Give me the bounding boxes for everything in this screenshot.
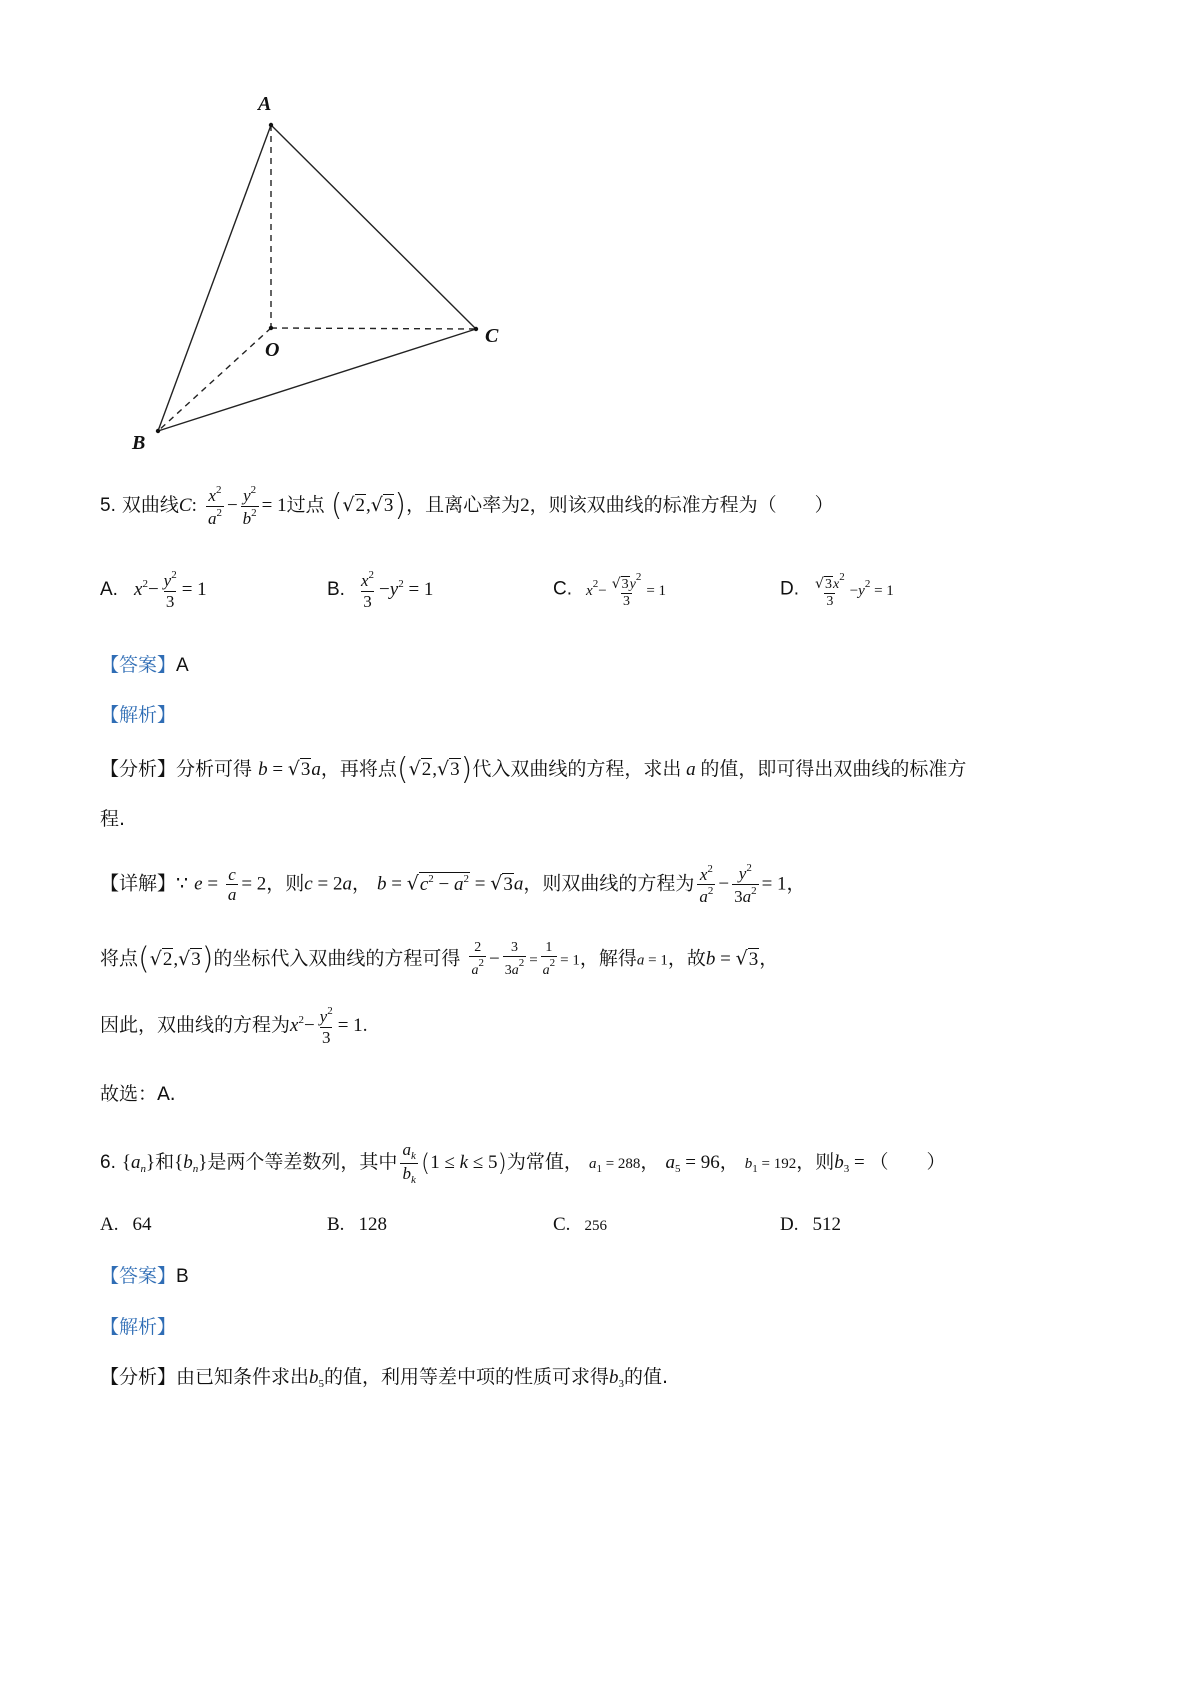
line3-text-b: . bbox=[362, 1015, 368, 1037]
q5-detail-line3: 因此，双曲线的方程为$x^2-$ $\frac{y^2}{3}$ = 1. bbox=[100, 1005, 368, 1047]
q5-analysis-tag bbox=[100, 706, 176, 725]
vertex-c bbox=[474, 327, 478, 331]
q5-fenxi-cont: 程. bbox=[100, 808, 126, 830]
answer-tag: 【答案】 bbox=[100, 1265, 177, 1287]
q6-answer bbox=[100, 1267, 189, 1286]
vertex-a bbox=[269, 123, 273, 127]
edge-ac bbox=[271, 125, 476, 329]
q5-option-a: A. $x^2-$ $\frac{y^2}{3}$ = 1 bbox=[100, 569, 207, 611]
analysis-tag: 【解析】 bbox=[100, 704, 177, 726]
q5-detail-line1: 【详解】∵ e = $\frac{c}{a}$ = 2，则c = 2a， $b = √c^2 - a^2 = √3a$，则双曲线的方程为 $\frac{x^2}{a^2}$ − $\frac{y^2}{3a^2}$ = 1， bbox=[100, 862, 806, 907]
option-letter: C. bbox=[553, 1214, 571, 1235]
detail-text-c: ， bbox=[351, 872, 371, 895]
q6-stem: 6. $\{a_n\}$和$\{b_n\}$是两个等差数列，其中 $\frac{a_k}{b_k}$ (1 ≤ k ≤ 5)为常值， $a_1 = 288$， $a_5 = 96$， $b_1 = 192$，则$b_3$ = （ ） bbox=[100, 1140, 946, 1186]
detail-text-d: ，则双曲线的方程为 bbox=[523, 872, 695, 895]
analysis-tag: 【解析】 bbox=[100, 1316, 177, 1338]
line2-text-d: ，故 bbox=[667, 947, 706, 970]
q6-option-a bbox=[100, 1215, 152, 1234]
q5-stem-text-b: 过点 bbox=[286, 494, 325, 517]
answer-tag: 【答案】 bbox=[100, 654, 177, 676]
line2-text-e: ， bbox=[759, 947, 779, 970]
answer-value: B bbox=[176, 1266, 189, 1287]
vertex-o bbox=[269, 326, 273, 330]
option-value: 64 bbox=[132, 1214, 152, 1235]
fenxi-text-c: 代入双曲线的方程，求出 bbox=[472, 758, 682, 780]
q5-option-d: D. $\frac{√3x^2}{3}$ $-y^2 = 1$ bbox=[780, 571, 894, 610]
edge-ab bbox=[158, 125, 271, 431]
q6-fenxi: 【分析】由已知条件求出$b_5$的值，利用等差中项的性质可求得$b_3$的值. bbox=[100, 1366, 669, 1390]
q5-option-b: B. $\frac{x^2}{3}$ $-y^2 = 1$ bbox=[327, 569, 434, 611]
label-o: O bbox=[265, 339, 280, 361]
q6-stem-text-d: （ ） bbox=[869, 1151, 946, 1174]
option-letter: B. bbox=[327, 579, 345, 601]
detail-text-b: ，则 bbox=[266, 872, 305, 895]
q5-detail-line2: 将点(√2,√3)的坐标代入双曲线的方程可得 $\frac{2}{a^2}$ − $\frac{3}{3a^2}$ = $\frac{1}{a^2}$ = 1，解得a = 1，故b = √3， bbox=[100, 940, 779, 979]
q5-option-c: C. $x^2-$ $\frac{√3y^2}{3}$ = 1 bbox=[553, 571, 667, 610]
option-value: 256 bbox=[584, 1218, 607, 1234]
option-value: 512 bbox=[812, 1214, 842, 1235]
q5-stem-text-d: ，则该双曲线的标准方程为（ ） bbox=[529, 494, 834, 517]
answer-value: A bbox=[176, 655, 189, 676]
tetrahedron-figure bbox=[120, 80, 540, 460]
option-letter: D. bbox=[780, 1214, 799, 1235]
frac-y2-b2: $\frac{y^2}{b^2}$ bbox=[242, 484, 257, 528]
vertex-b bbox=[156, 429, 160, 433]
fenxi-text-d: 的值，即可得出双曲线的标准方 bbox=[700, 758, 967, 780]
q6-stem-text-c: ，则 bbox=[796, 1151, 835, 1174]
fenxi-text-b: 的值，利用等差中项的性质可求得 bbox=[324, 1366, 610, 1388]
line2-text-c: ，解得 bbox=[579, 947, 637, 970]
q6-analysis-tag bbox=[100, 1318, 176, 1337]
fenxi-tag: 【分析】 bbox=[100, 758, 177, 780]
detail-text-e: ， bbox=[786, 872, 806, 895]
option-letter: A. bbox=[100, 1214, 119, 1235]
fenxi-text-a: 分析可得 bbox=[176, 758, 253, 780]
because-symbol: ∵ bbox=[176, 873, 189, 895]
a5-value: 96 bbox=[700, 1152, 720, 1174]
q5-choose: 故选：A. bbox=[100, 1083, 176, 1105]
eccentricity-value: 2 bbox=[520, 495, 530, 517]
q6-stem-text-b: 为常值， bbox=[506, 1151, 583, 1174]
q5-stem: 5. 双曲线C: $\frac{x^2}{a^2}$ − $\frac{y^2}{b^2}$ = 1过点 (√2,√3)，且离心率为2，则该双曲线的标准方程为（ ） bbox=[100, 484, 834, 528]
fenxi-text-a: 由已知条件求出 bbox=[176, 1366, 310, 1388]
option-letter: B. bbox=[327, 1214, 345, 1235]
line2-text-b: 的坐标代入双曲线的方程可得 bbox=[213, 947, 461, 970]
fenxi-text-c: 的值. bbox=[624, 1366, 669, 1388]
edge-ob-dashed bbox=[158, 328, 271, 431]
q5-number: 5. bbox=[100, 495, 116, 517]
q5-fenxi: 【分析】分析可得 b = √3a，再将点(√2,√3)代入双曲线的方程，求出 a 的值，即可得出双曲线的标准方 bbox=[100, 752, 967, 787]
edge-oc-dashed bbox=[271, 328, 476, 329]
q6-option-b bbox=[327, 1215, 387, 1234]
q5-stem-text-c: ，且离心率为 bbox=[406, 494, 521, 517]
curve-name: C bbox=[178, 495, 192, 517]
label-b: B bbox=[132, 432, 146, 454]
detail-tag: 【详解】 bbox=[100, 872, 177, 895]
q6-option-c bbox=[553, 1215, 607, 1234]
q5-answer bbox=[100, 656, 189, 675]
option-letter: C. bbox=[553, 578, 572, 600]
fenxi-tag: 【分析】 bbox=[100, 1366, 177, 1388]
option-letter: D. bbox=[780, 578, 799, 600]
q6-option-d bbox=[780, 1215, 841, 1234]
q6-and: 和 bbox=[155, 1151, 175, 1174]
edge-bc bbox=[158, 329, 476, 431]
line3-text-a: 因此，双曲线的方程为 bbox=[100, 1014, 291, 1037]
option-value: 128 bbox=[358, 1214, 387, 1235]
q6-number: 6. bbox=[100, 1152, 116, 1174]
q5-stem-text-a: 双曲线 bbox=[121, 494, 179, 517]
q6-stem-text-a: 是两个等差数列，其中 bbox=[207, 1151, 398, 1174]
b1-value: 192 bbox=[773, 1156, 797, 1173]
a1-value: 288 bbox=[617, 1156, 641, 1173]
label-c: C bbox=[485, 325, 499, 347]
label-a: A bbox=[258, 93, 272, 115]
option-letter: A. bbox=[100, 579, 118, 601]
line2-text-a: 将点 bbox=[100, 947, 139, 970]
frac-x2-a2: $\frac{x^2}{a^2}$ bbox=[207, 484, 222, 528]
fenxi-text-b: ，再将点 bbox=[320, 758, 397, 780]
